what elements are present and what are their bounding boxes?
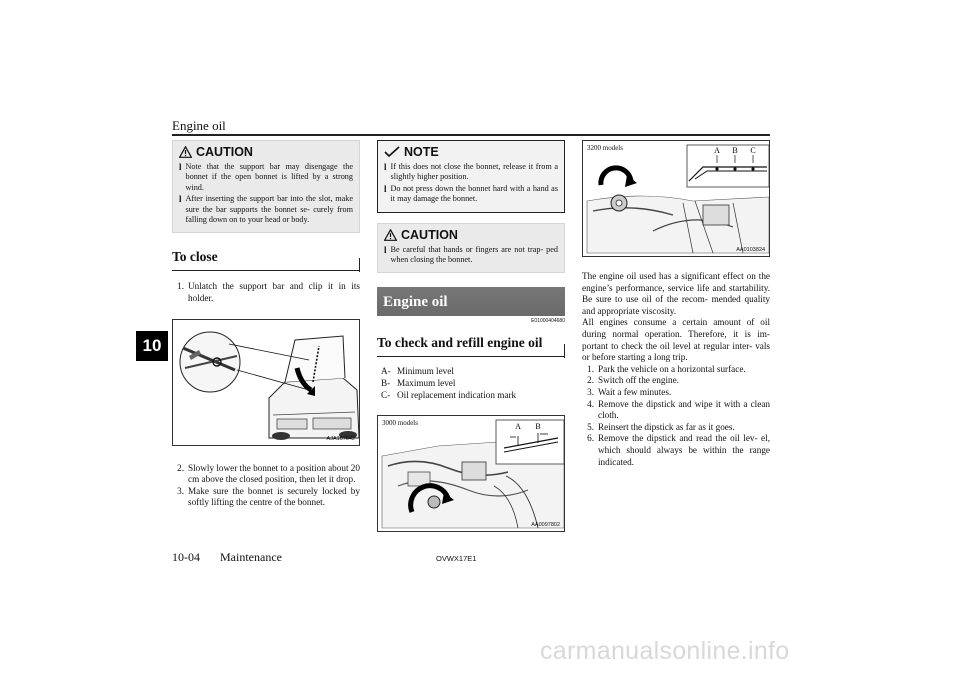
note-box — [377, 140, 565, 213]
figure-letter-c: C — [750, 146, 756, 155]
note-item: Do not press down the bonnet hard with a hand as it may damage the bonnet. — [390, 183, 558, 204]
section-heading-check-oil: To check and refill engine oil — [377, 329, 565, 357]
step-item: 2. Slowly lower the bonnet to a position about 20 cm above the closed position, then let it drop. — [177, 462, 360, 485]
figure-code: AA0097802 — [531, 522, 560, 529]
caution-box — [172, 140, 360, 233]
column-middle — [377, 140, 565, 532]
caution-label: CAUTION — [401, 227, 458, 242]
step-item: 2. Switch off the engine. — [587, 375, 679, 386]
caution-item: After inserting the support bar into the slot, make sure the bar supports the bonnet se- curely from falling down on to your head or body. — [185, 194, 353, 225]
bullet-icon: l — [179, 162, 182, 172]
warning-triangle-icon — [384, 229, 397, 241]
step-item: 6. Remove the dipstick and read the oil lev- el, which should always be within the range indicated. — [587, 433, 770, 467]
paragraph: The engine oil used has a significant effect on the engine’s performance, service life and startability. Be sure to use oil of the recom- mended quality and appropriate viscosity. — [582, 271, 770, 316]
step-item: 3. Wait a few minutes. — [587, 386, 672, 397]
column-right — [582, 140, 770, 468]
paragraph: All engines consume a certain amount of oil during normal operation. Therefore, it is im- portant to check the oil level at regular inter- vals or before starting a long trip. — [582, 317, 770, 363]
figure-letter-b: B — [535, 422, 541, 432]
figure-3000-models — [377, 415, 565, 532]
figure-model-label: 3200 models — [587, 144, 623, 152]
column-left — [172, 140, 360, 509]
legend-item: B- Maximum level — [381, 378, 456, 389]
chapter-tab: 10 — [136, 331, 168, 361]
bullet-icon: l — [384, 244, 387, 255]
caution-item: Be careful that hands or fingers are not trap- ped when closing the bonnet. — [390, 244, 558, 265]
figure-model-label: 3000 models — [382, 419, 418, 428]
legend-item: C- Oil replacement indication mark — [381, 389, 517, 400]
step-item: 1. Unlatch the support bar and clip it in its holder. — [177, 281, 360, 304]
bonnet-illustration — [173, 320, 360, 446]
figure-letter-a: A — [714, 146, 720, 155]
bullet-icon: l — [179, 194, 182, 205]
page-number: 10-04 — [172, 550, 200, 564]
figure-bonnet-support-bar — [172, 319, 360, 446]
warning-triangle-icon — [179, 146, 192, 158]
note-pencil-icon — [384, 146, 400, 158]
chapter-banner: Engine oil — [377, 287, 565, 316]
figure-code: AJA107642 — [326, 435, 355, 442]
caution-box — [377, 223, 565, 274]
step-item: 4. Remove the dipstick and wipe it with a clean cloth. — [587, 398, 770, 421]
section-name: Maintenance — [220, 550, 282, 564]
caution-label: CAUTION — [196, 145, 253, 159]
figure-letter-b: B — [732, 146, 738, 155]
document-code: OVWX17E1 — [436, 554, 477, 563]
legend-item: A- Minimum level — [381, 366, 454, 377]
figure-code: AA0103824 — [736, 247, 765, 253]
header-rule — [172, 134, 770, 136]
step-item: 5. Reinsert the dipstick as far as it goes. — [587, 421, 735, 432]
figure-letter-a: A — [515, 422, 521, 432]
section-heading-to-close: To close — [172, 243, 360, 271]
step-item: 3. Make sure the bonnet is securely locked by softly lifting the centre of the bonnet. — [177, 485, 360, 508]
note-label: NOTE — [404, 145, 439, 159]
figure-3200-models — [582, 140, 770, 257]
step-item: 1. Park the vehicle on a horizontal surface. — [587, 363, 746, 374]
engine-bay-illustration — [378, 416, 565, 532]
bullet-icon: l — [384, 162, 387, 172]
doc-code: E01000404680 — [531, 318, 565, 325]
watermark[interactable]: carmanualsonline.info — [540, 637, 790, 665]
engine-bay-illustration — [583, 141, 770, 257]
page-header-title: Engine oil — [172, 118, 226, 133]
bullet-icon: l — [384, 183, 387, 194]
caution-item: Note that the support bar may disengage the bonnet if the open bonnet is lifted by a strong wind. — [185, 162, 353, 192]
note-item: If this does not close the bonnet, release it from a slightly higher position. — [390, 162, 558, 182]
